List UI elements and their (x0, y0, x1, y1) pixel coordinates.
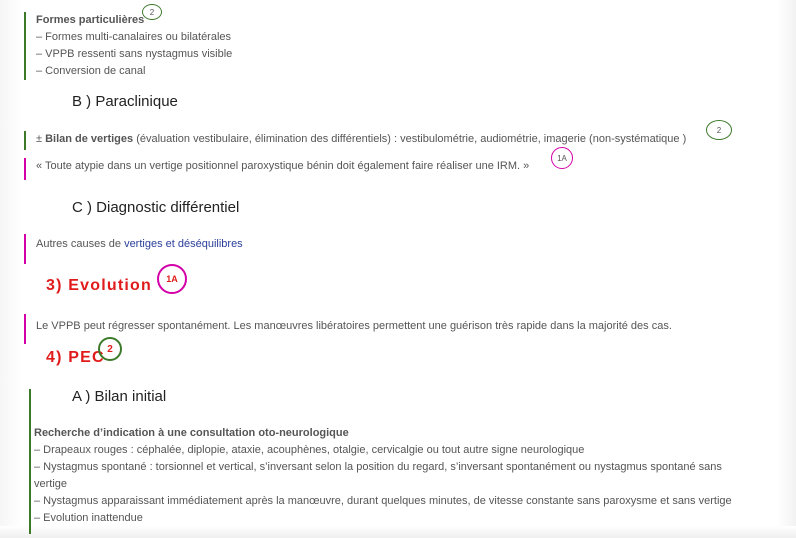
rank-badge: 2 (98, 337, 122, 361)
indication-item: – Nystagmus apparaissant immédiatement après la manœuvre, durant quelques minutes, de vitesse constante sans paroxysme et sans vertige (34, 495, 732, 507)
evolution-block (24, 314, 672, 344)
vertiges-link[interactable]: vertiges et déséquilibres (124, 238, 243, 250)
diagnostic-text: Autres causes de (36, 238, 125, 250)
indication-title: Recherche d’indication à une consultation oto-neurologique (34, 427, 349, 439)
formes-item: – Conversion de canal (36, 65, 146, 77)
pec-heading: 4) PEC (46, 349, 105, 366)
evolution-heading: 3) Evolution (46, 277, 152, 294)
formes-title: Formes particulières (36, 14, 145, 26)
page-margin-bottom (0, 526, 796, 538)
rank-badge: 1A (551, 147, 573, 169)
page-margin-right (778, 0, 796, 538)
paraclinique-heading: B ) Paraclinique (72, 93, 178, 110)
formes-particulieres-block (24, 12, 232, 80)
diagnostic-heading: C ) Diagnostic différentiel (72, 199, 240, 216)
bilan-title: Bilan de vertiges (45, 133, 134, 145)
indication-item: vertige (34, 478, 68, 490)
indication-item: – Evolution inattendue (34, 512, 143, 524)
bilan-vertiges-block (24, 131, 686, 150)
rank-badge: 1A (157, 264, 187, 294)
diagnostic-block (24, 234, 243, 264)
formes-item: – Formes multi-canalaires ou bilatérales (36, 31, 232, 43)
evolution-text: Le VPPB peut régresser spontanément. Les manœuvres libératoires permettent une guérison très rapide dans la majorité des cas. (36, 320, 672, 332)
irm-quote: « Toute atypie dans un vertige positionnel paroxystique bénin doit également faire réaliser une IRM. » (36, 160, 530, 172)
indication-item: – Nystagmus spontané : torsionnel et vertical, s’inversant selon la position du regard, s’inversant spontanément ou nystagmus spontané sans (34, 461, 722, 473)
formes-item: – VPPB ressenti sans nystagmus visible (36, 48, 233, 60)
irm-quote-block (24, 158, 529, 180)
rank-badge: 2 (142, 4, 162, 20)
bilan-initial-heading: A ) Bilan initial (72, 388, 167, 405)
rank-badge: 2 (706, 120, 732, 140)
bilan-text: (évaluation vestibulaire, élimination des différentiels) : vestibulométrie, audiométrie, imagerie (non-systématique ) (133, 133, 687, 145)
page-margin-left (0, 0, 22, 538)
indication-item: – Drapeaux rouges : céphalée, diplopie, ataxie, acouphènes, otalgie, cervicalgie ou tout autre signe neurologique (34, 444, 585, 456)
bilan-initial-block (24, 425, 732, 527)
bilan-prefix: ± (36, 133, 46, 145)
